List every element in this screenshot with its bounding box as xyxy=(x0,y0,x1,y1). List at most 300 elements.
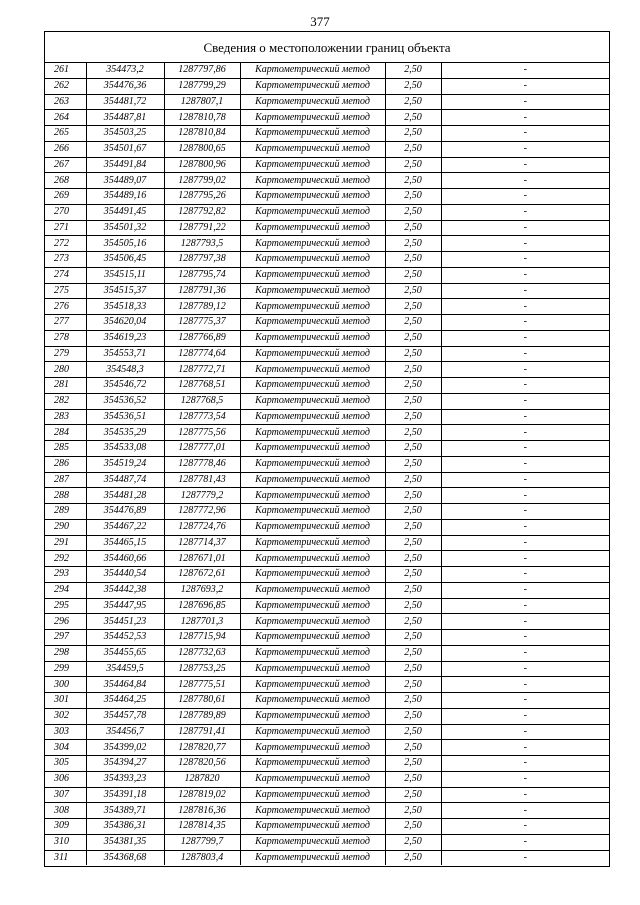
x-coordinate-cell: 354620,04 xyxy=(86,315,164,331)
point-number-cell: 296 xyxy=(45,614,86,630)
x-coordinate-cell: 354440,54 xyxy=(86,567,164,583)
accuracy-cell: 2,50 xyxy=(385,582,441,598)
point-number-cell: 307 xyxy=(45,787,86,803)
y-coordinate-cell: 1287775,51 xyxy=(164,677,240,693)
x-coordinate-cell: 354481,72 xyxy=(86,94,164,110)
method-cell: Картометрический метод xyxy=(240,78,385,94)
method-cell: Картометрический метод xyxy=(240,850,385,865)
description-cell: - xyxy=(441,551,609,567)
y-coordinate-cell: 1287799,29 xyxy=(164,78,240,94)
method-cell: Картометрический метод xyxy=(240,677,385,693)
table-row xyxy=(45,220,609,236)
point-number-cell: 263 xyxy=(45,94,86,110)
description-cell: - xyxy=(441,378,609,394)
x-coordinate-cell: 354452,53 xyxy=(86,630,164,646)
x-coordinate-cell: 354491,84 xyxy=(86,157,164,173)
accuracy-cell: 2,50 xyxy=(385,283,441,299)
method-cell: Картометрический метод xyxy=(240,488,385,504)
table-row xyxy=(45,834,609,850)
table-row xyxy=(45,346,609,362)
y-coordinate-cell: 1287671,01 xyxy=(164,551,240,567)
accuracy-cell: 2,50 xyxy=(385,299,441,315)
x-coordinate-cell: 354455,65 xyxy=(86,645,164,661)
page-number: 377 xyxy=(310,14,330,29)
point-number-cell: 270 xyxy=(45,204,86,220)
y-coordinate-cell: 1287780,61 xyxy=(164,693,240,709)
description-cell: - xyxy=(441,456,609,472)
point-number-cell: 271 xyxy=(45,220,86,236)
x-coordinate-cell: 354503,25 xyxy=(86,126,164,142)
y-coordinate-cell: 1287819,02 xyxy=(164,787,240,803)
y-coordinate-cell: 1287793,5 xyxy=(164,236,240,252)
method-cell: Картометрический метод xyxy=(240,472,385,488)
x-coordinate-cell: 354501,32 xyxy=(86,220,164,236)
point-number-cell: 283 xyxy=(45,409,86,425)
boundary-table-frame xyxy=(44,31,610,867)
point-number-cell: 277 xyxy=(45,315,86,331)
x-coordinate-cell: 354391,18 xyxy=(86,787,164,803)
y-coordinate-cell: 1287778,46 xyxy=(164,456,240,472)
y-coordinate-cell: 1287779,2 xyxy=(164,488,240,504)
y-coordinate-cell: 1287696,85 xyxy=(164,598,240,614)
y-coordinate-cell: 1287768,5 xyxy=(164,393,240,409)
x-coordinate-cell: 354501,67 xyxy=(86,141,164,157)
description-cell: - xyxy=(441,598,609,614)
point-number-cell: 305 xyxy=(45,756,86,772)
x-coordinate-cell: 354487,81 xyxy=(86,110,164,126)
y-coordinate-cell: 1287715,94 xyxy=(164,630,240,646)
x-coordinate-cell: 354451,23 xyxy=(86,614,164,630)
y-coordinate-cell: 1287775,56 xyxy=(164,425,240,441)
table-row xyxy=(45,803,609,819)
x-coordinate-cell: 354381,35 xyxy=(86,834,164,850)
table-row xyxy=(45,819,609,835)
table-row xyxy=(45,409,609,425)
description-cell: - xyxy=(441,346,609,362)
y-coordinate-cell: 1287795,74 xyxy=(164,267,240,283)
accuracy-cell: 2,50 xyxy=(385,551,441,567)
description-cell: - xyxy=(441,787,609,803)
method-cell: Картометрический метод xyxy=(240,630,385,646)
method-cell: Картометрический метод xyxy=(240,756,385,772)
accuracy-cell: 2,50 xyxy=(385,173,441,189)
point-number-cell: 298 xyxy=(45,645,86,661)
point-number-cell: 275 xyxy=(45,283,86,299)
table-row xyxy=(45,141,609,157)
description-cell: - xyxy=(441,94,609,110)
method-cell: Картометрический метод xyxy=(240,819,385,835)
description-cell: - xyxy=(441,425,609,441)
accuracy-cell: 2,50 xyxy=(385,157,441,173)
table-row xyxy=(45,94,609,110)
description-cell: - xyxy=(441,110,609,126)
accuracy-cell: 2,50 xyxy=(385,267,441,283)
y-coordinate-cell: 1287791,22 xyxy=(164,220,240,236)
accuracy-cell: 2,50 xyxy=(385,189,441,205)
method-cell: Картометрический метод xyxy=(240,456,385,472)
point-number-cell: 291 xyxy=(45,535,86,551)
y-coordinate-cell: 1287791,36 xyxy=(164,283,240,299)
x-coordinate-cell: 354456,7 xyxy=(86,724,164,740)
table-row xyxy=(45,204,609,220)
method-cell: Картометрический метод xyxy=(240,519,385,535)
accuracy-cell: 2,50 xyxy=(385,614,441,630)
point-number-cell: 279 xyxy=(45,346,86,362)
method-cell: Картометрический метод xyxy=(240,803,385,819)
y-coordinate-cell: 1287807,1 xyxy=(164,94,240,110)
description-cell: - xyxy=(441,661,609,677)
table-row xyxy=(45,787,609,803)
table-row xyxy=(45,519,609,535)
description-cell: - xyxy=(441,630,609,646)
point-number-cell: 287 xyxy=(45,472,86,488)
x-coordinate-cell: 354519,24 xyxy=(86,456,164,472)
table-row xyxy=(45,567,609,583)
accuracy-cell: 2,50 xyxy=(385,393,441,409)
description-cell: - xyxy=(441,771,609,787)
x-coordinate-cell: 354491,45 xyxy=(86,204,164,220)
method-cell: Картометрический метод xyxy=(240,614,385,630)
x-coordinate-cell: 354476,89 xyxy=(86,504,164,520)
x-coordinate-cell: 354481,28 xyxy=(86,488,164,504)
method-cell: Картометрический метод xyxy=(240,63,385,78)
point-number-cell: 272 xyxy=(45,236,86,252)
x-coordinate-cell: 354399,02 xyxy=(86,740,164,756)
accuracy-cell: 2,50 xyxy=(385,78,441,94)
method-cell: Картометрический метод xyxy=(240,110,385,126)
method-cell: Картометрический метод xyxy=(240,567,385,583)
table-row xyxy=(45,362,609,378)
description-cell: - xyxy=(441,582,609,598)
description-cell: - xyxy=(441,157,609,173)
method-cell: Картометрический метод xyxy=(240,330,385,346)
point-number-cell: 300 xyxy=(45,677,86,693)
table-row xyxy=(45,63,609,78)
table-row xyxy=(45,299,609,315)
x-coordinate-cell: 354489,16 xyxy=(86,189,164,205)
x-coordinate-cell: 354394,27 xyxy=(86,756,164,772)
description-cell: - xyxy=(441,315,609,331)
point-number-cell: 264 xyxy=(45,110,86,126)
point-number-cell: 262 xyxy=(45,78,86,94)
point-number-cell: 308 xyxy=(45,803,86,819)
accuracy-cell: 2,50 xyxy=(385,488,441,504)
method-cell: Картометрический метод xyxy=(240,535,385,551)
table-row xyxy=(45,110,609,126)
accuracy-cell: 2,50 xyxy=(385,236,441,252)
method-cell: Картометрический метод xyxy=(240,582,385,598)
accuracy-cell: 2,50 xyxy=(385,346,441,362)
table-row xyxy=(45,661,609,677)
accuracy-cell: 2,50 xyxy=(385,693,441,709)
method-cell: Картометрический метод xyxy=(240,708,385,724)
description-cell: - xyxy=(441,78,609,94)
point-number-cell: 282 xyxy=(45,393,86,409)
x-coordinate-cell: 354473,2 xyxy=(86,63,164,78)
point-number-cell: 265 xyxy=(45,126,86,142)
point-number-cell: 295 xyxy=(45,598,86,614)
method-cell: Картометрический метод xyxy=(240,189,385,205)
y-coordinate-cell: 1287772,96 xyxy=(164,504,240,520)
description-cell: - xyxy=(441,173,609,189)
x-coordinate-cell: 354368,68 xyxy=(86,850,164,865)
point-number-cell: 302 xyxy=(45,708,86,724)
table-row xyxy=(45,126,609,142)
accuracy-cell: 2,50 xyxy=(385,110,441,126)
x-coordinate-cell: 354389,71 xyxy=(86,803,164,819)
point-number-cell: 284 xyxy=(45,425,86,441)
method-cell: Картометрический метод xyxy=(240,425,385,441)
method-cell: Картометрический метод xyxy=(240,141,385,157)
table-row xyxy=(45,724,609,740)
method-cell: Картометрический метод xyxy=(240,378,385,394)
x-coordinate-cell: 354536,51 xyxy=(86,409,164,425)
x-coordinate-cell: 354546,72 xyxy=(86,378,164,394)
table-row xyxy=(45,472,609,488)
description-cell: - xyxy=(441,819,609,835)
accuracy-cell: 2,50 xyxy=(385,708,441,724)
point-number-cell: 310 xyxy=(45,834,86,850)
point-number-cell: 280 xyxy=(45,362,86,378)
accuracy-cell: 2,50 xyxy=(385,204,441,220)
point-number-cell: 293 xyxy=(45,567,86,583)
description-cell: - xyxy=(441,236,609,252)
accuracy-cell: 2,50 xyxy=(385,771,441,787)
point-number-cell: 303 xyxy=(45,724,86,740)
point-number-cell: 274 xyxy=(45,267,86,283)
point-number-cell: 301 xyxy=(45,693,86,709)
method-cell: Картометрический метод xyxy=(240,409,385,425)
description-cell: - xyxy=(441,472,609,488)
accuracy-cell: 2,50 xyxy=(385,472,441,488)
point-number-cell: 304 xyxy=(45,740,86,756)
table-row xyxy=(45,708,609,724)
table-row xyxy=(45,504,609,520)
table-row xyxy=(45,330,609,346)
x-coordinate-cell: 354460,66 xyxy=(86,551,164,567)
table-row xyxy=(45,189,609,205)
description-cell: - xyxy=(441,299,609,315)
y-coordinate-cell: 1287797,86 xyxy=(164,63,240,78)
x-coordinate-cell: 354464,84 xyxy=(86,677,164,693)
method-cell: Картометрический метод xyxy=(240,598,385,614)
y-coordinate-cell: 1287753,25 xyxy=(164,661,240,677)
accuracy-cell: 2,50 xyxy=(385,645,441,661)
accuracy-cell: 2,50 xyxy=(385,787,441,803)
y-coordinate-cell: 1287775,37 xyxy=(164,315,240,331)
table-row xyxy=(45,771,609,787)
y-coordinate-cell: 1287701,3 xyxy=(164,614,240,630)
method-cell: Картометрический метод xyxy=(240,393,385,409)
y-coordinate-cell: 1287810,78 xyxy=(164,110,240,126)
accuracy-cell: 2,50 xyxy=(385,330,441,346)
table-row xyxy=(45,756,609,772)
accuracy-cell: 2,50 xyxy=(385,819,441,835)
table-row xyxy=(45,693,609,709)
accuracy-cell: 2,50 xyxy=(385,362,441,378)
point-number-cell: 297 xyxy=(45,630,86,646)
y-coordinate-cell: 1287803,4 xyxy=(164,850,240,865)
coordinates-table xyxy=(45,63,609,865)
y-coordinate-cell: 1287768,51 xyxy=(164,378,240,394)
x-coordinate-cell: 354457,78 xyxy=(86,708,164,724)
description-cell: - xyxy=(441,126,609,142)
description-cell: - xyxy=(441,393,609,409)
x-coordinate-cell: 354489,07 xyxy=(86,173,164,189)
x-coordinate-cell: 354447,95 xyxy=(86,598,164,614)
point-number-cell: 269 xyxy=(45,189,86,205)
y-coordinate-cell: 1287792,82 xyxy=(164,204,240,220)
accuracy-cell: 2,50 xyxy=(385,441,441,457)
y-coordinate-cell: 1287732,63 xyxy=(164,645,240,661)
point-number-cell: 281 xyxy=(45,378,86,394)
coordinates-table-body xyxy=(45,63,609,865)
x-coordinate-cell: 354619,23 xyxy=(86,330,164,346)
point-number-cell: 261 xyxy=(45,63,86,78)
y-coordinate-cell: 1287693,2 xyxy=(164,582,240,598)
description-cell: - xyxy=(441,204,609,220)
x-coordinate-cell: 354506,45 xyxy=(86,252,164,268)
table-row xyxy=(45,315,609,331)
table-row xyxy=(45,740,609,756)
accuracy-cell: 2,50 xyxy=(385,126,441,142)
x-coordinate-cell: 354487,74 xyxy=(86,472,164,488)
method-cell: Картометрический метод xyxy=(240,362,385,378)
description-cell: - xyxy=(441,283,609,299)
point-number-cell: 268 xyxy=(45,173,86,189)
method-cell: Картометрический метод xyxy=(240,126,385,142)
y-coordinate-cell: 1287774,64 xyxy=(164,346,240,362)
x-coordinate-cell: 354476,36 xyxy=(86,78,164,94)
accuracy-cell: 2,50 xyxy=(385,724,441,740)
y-coordinate-cell: 1287795,26 xyxy=(164,189,240,205)
y-coordinate-cell: 1287773,54 xyxy=(164,409,240,425)
accuracy-cell: 2,50 xyxy=(385,456,441,472)
description-cell: - xyxy=(441,267,609,283)
accuracy-cell: 2,50 xyxy=(385,63,441,78)
accuracy-cell: 2,50 xyxy=(385,252,441,268)
table-row xyxy=(45,535,609,551)
description-cell: - xyxy=(441,189,609,205)
method-cell: Картометрический метод xyxy=(240,771,385,787)
x-coordinate-cell: 354505,16 xyxy=(86,236,164,252)
accuracy-cell: 2,50 xyxy=(385,740,441,756)
y-coordinate-cell: 1287724,76 xyxy=(164,519,240,535)
y-coordinate-cell: 1287789,12 xyxy=(164,299,240,315)
accuracy-cell: 2,50 xyxy=(385,567,441,583)
table-row xyxy=(45,393,609,409)
table-row xyxy=(45,630,609,646)
table-row xyxy=(45,157,609,173)
y-coordinate-cell: 1287781,43 xyxy=(164,472,240,488)
y-coordinate-cell: 1287777,01 xyxy=(164,441,240,457)
x-coordinate-cell: 354518,33 xyxy=(86,299,164,315)
accuracy-cell: 2,50 xyxy=(385,803,441,819)
point-number-cell: 285 xyxy=(45,441,86,457)
table-row xyxy=(45,645,609,661)
y-coordinate-cell: 1287766,89 xyxy=(164,330,240,346)
point-number-cell: 311 xyxy=(45,850,86,865)
description-cell: - xyxy=(441,724,609,740)
description-cell: - xyxy=(523,851,527,863)
description-cell: - xyxy=(441,645,609,661)
x-coordinate-cell: 354515,11 xyxy=(86,267,164,283)
description-cell: - xyxy=(441,614,609,630)
table-row xyxy=(45,267,609,283)
accuracy-cell: 2,50 xyxy=(385,630,441,646)
method-cell: Картометрический метод xyxy=(240,299,385,315)
method-cell: Картометрический метод xyxy=(240,157,385,173)
method-cell: Картометрический метод xyxy=(240,787,385,803)
table-row xyxy=(45,456,609,472)
method-cell: Картометрический метод xyxy=(240,267,385,283)
method-cell: Картометрический метод xyxy=(240,204,385,220)
description-cell: - xyxy=(441,441,609,457)
table-row xyxy=(45,598,609,614)
method-cell: Картометрический метод xyxy=(240,551,385,567)
x-coordinate-cell: 354548,3 xyxy=(86,362,164,378)
x-coordinate-cell: 354464,25 xyxy=(86,693,164,709)
x-coordinate-cell: 354386,31 xyxy=(86,819,164,835)
x-coordinate-cell: 354467,22 xyxy=(86,519,164,535)
description-cell: - xyxy=(441,803,609,819)
table-row xyxy=(45,236,609,252)
method-cell: Картометрический метод xyxy=(240,315,385,331)
description-cell: - xyxy=(441,567,609,583)
description-cell: - xyxy=(441,488,609,504)
accuracy-cell: 2,50 xyxy=(385,141,441,157)
table-row xyxy=(45,441,609,457)
method-cell: Картометрический метод xyxy=(240,834,385,850)
description-cell: - xyxy=(441,330,609,346)
accuracy-cell: 2,50 xyxy=(385,519,441,535)
accuracy-cell: 2,50 xyxy=(385,850,441,865)
accuracy-cell: 2,50 xyxy=(385,677,441,693)
method-cell: Картометрический метод xyxy=(240,252,385,268)
y-coordinate-cell: 1287789,89 xyxy=(164,708,240,724)
accuracy-cell: 2,50 xyxy=(385,661,441,677)
method-cell: Картометрический метод xyxy=(240,441,385,457)
method-cell: Картометрический метод xyxy=(240,173,385,189)
method-cell: Картометрический метод xyxy=(240,724,385,740)
accuracy-cell: 2,50 xyxy=(385,315,441,331)
y-coordinate-cell: 1287799,7 xyxy=(164,834,240,850)
description-cell: - xyxy=(441,708,609,724)
y-coordinate-cell: 1287791,41 xyxy=(164,724,240,740)
x-coordinate-cell: 354515,37 xyxy=(86,283,164,299)
description-cell: - xyxy=(441,535,609,551)
accuracy-cell: 2,50 xyxy=(385,535,441,551)
x-coordinate-cell: 354553,71 xyxy=(86,346,164,362)
point-number-cell: 306 xyxy=(45,771,86,787)
method-cell: Картометрический метод xyxy=(240,693,385,709)
table-row xyxy=(45,78,609,94)
table-row xyxy=(45,173,609,189)
accuracy-cell: 2,50 xyxy=(385,378,441,394)
point-number-cell: 276 xyxy=(45,299,86,315)
y-coordinate-cell: 1287672,61 xyxy=(164,567,240,583)
table-row xyxy=(45,677,609,693)
point-number-cell: 286 xyxy=(45,456,86,472)
y-coordinate-cell: 1287820,56 xyxy=(164,756,240,772)
table-row xyxy=(45,582,609,598)
description-cell: - xyxy=(441,693,609,709)
y-coordinate-cell: 1287799,02 xyxy=(164,173,240,189)
table-row xyxy=(45,378,609,394)
table-row xyxy=(45,614,609,630)
description-cell: - xyxy=(441,220,609,236)
y-coordinate-cell: 1287820 xyxy=(164,771,240,787)
